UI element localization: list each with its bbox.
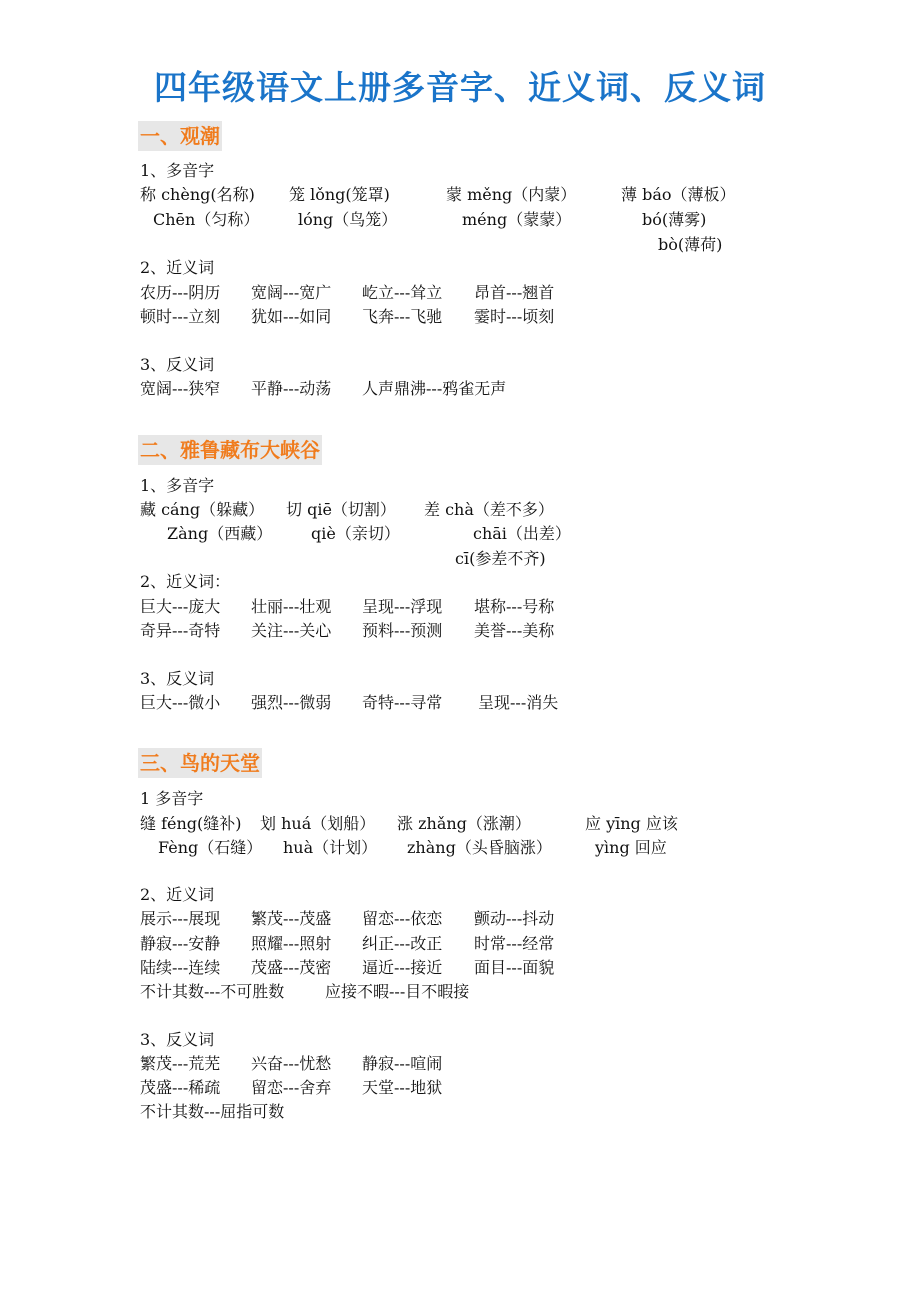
polyphone-entry: 笼 lǒng(笼罩) — [289, 185, 390, 204]
antonym-pair: 不计其数---屈指可数 — [140, 1102, 285, 1121]
antonym-pair: 强烈---微弱 — [251, 693, 332, 712]
section-heading-1: 一、观潮 — [138, 121, 222, 151]
synonym-pair: 逼近---接近 — [362, 958, 443, 977]
synonym-pair: 面目---面貌 — [474, 958, 555, 977]
synonym-pair: 飞奔---飞驰 — [362, 307, 443, 326]
polyphone-entry: 应 yīng 应该 — [585, 814, 678, 833]
synonym-pair: 留恋---依恋 — [362, 909, 443, 928]
synonym-pair: 陆续---连续 — [140, 958, 221, 977]
synonym-pair: 顿时---立刻 — [140, 307, 221, 326]
synonym-pair: 呈现---浮现 — [362, 597, 443, 616]
polyphone-entry: 切 qiē（切割） — [286, 500, 396, 519]
antonym-label: 3、反义词 — [140, 1030, 215, 1049]
synonym-pair: 应接不暇---目不暇接 — [325, 982, 470, 1001]
polyphone-entry: huà（计划） — [283, 838, 378, 857]
polyphone-entry: 划 huá（划船） — [260, 814, 376, 833]
synonym-pair: 美誉---美称 — [474, 621, 555, 640]
antonym-pair: 天堂---地狱 — [362, 1078, 443, 1097]
synonym-pair: 关注---关心 — [251, 621, 332, 640]
synonym-pair: 静寂---安静 — [140, 934, 221, 953]
polyphone-entry: qiè（亲切） — [311, 524, 400, 543]
page-title: 四年级语文上册多音字、近义词、反义词 — [154, 68, 766, 107]
polyphone-label: 1、多音字 — [140, 161, 215, 180]
synonym-pair: 堪称---号称 — [474, 597, 555, 616]
polyphone-entry: 藏 cáng（躲藏） — [140, 500, 265, 519]
polyphone-entry: 称 chèng(名称) — [140, 185, 255, 204]
synonym-pair: 宽阔---宽广 — [251, 283, 332, 302]
polyphone-entry: 蒙 měng（内蒙） — [446, 185, 577, 204]
antonym-pair: 留恋---舍弃 — [251, 1078, 332, 1097]
synonym-pair: 奇异---奇特 — [140, 621, 221, 640]
polyphone-entry: zhàng（头昏脑涨） — [407, 838, 552, 857]
synonym-pair: 时常---经常 — [474, 934, 555, 953]
polyphone-entry: 薄 báo（薄板） — [621, 185, 736, 204]
synonym-label: 2、近义词 — [140, 258, 215, 277]
synonym-pair: 农历---阴历 — [140, 283, 221, 302]
synonym-pair: 霎时---顷刻 — [474, 307, 555, 326]
antonym-pair: 繁茂---荒芜 — [140, 1054, 221, 1073]
synonym-pair: 屹立---耸立 — [362, 283, 443, 302]
polyphone-entry: méng（蒙蒙） — [462, 210, 572, 229]
synonym-pair: 犹如---如同 — [251, 307, 332, 326]
synonym-pair: 繁茂---茂盛 — [251, 909, 332, 928]
synonym-label: 2、近义词： — [140, 572, 231, 591]
polyphone-entry: 涨 zhǎng（涨潮） — [397, 814, 531, 833]
antonym-pair: 茂盛---稀疏 — [140, 1078, 221, 1097]
polyphone-entry: yìng 回应 — [595, 838, 667, 857]
polyphone-entry: Zàng（西藏） — [167, 524, 273, 543]
polyphone-entry: 缝 féng(缝补) — [140, 814, 242, 833]
synonym-pair: 壮丽---壮观 — [251, 597, 332, 616]
synonym-pair: 纠正---改正 — [362, 934, 443, 953]
antonym-pair: 人声鼎沸---鸦雀无声 — [362, 379, 507, 398]
antonym-pair: 巨大---微小 — [140, 693, 221, 712]
polyphone-label: 1、多音字 — [140, 476, 215, 495]
synonym-pair: 不计其数---不可胜数 — [140, 982, 285, 1001]
polyphone-entry: Chēn（匀称） — [153, 210, 260, 229]
polyphone-entry: cī(参差不齐) — [455, 549, 546, 568]
antonym-label: 3、反义词 — [140, 669, 215, 688]
antonym-pair: 宽阔---狭窄 — [140, 379, 221, 398]
synonym-pair: 巨大---庞大 — [140, 597, 221, 616]
antonym-label: 3、反义词 — [140, 355, 215, 374]
polyphone-entry: lóng（鸟笼） — [298, 210, 398, 229]
section-heading-3: 三、鸟的天堂 — [138, 748, 262, 778]
synonym-pair: 茂盛---茂密 — [251, 958, 332, 977]
antonym-pair: 静寂---喧闹 — [362, 1054, 443, 1073]
synonym-pair: 照耀---照射 — [251, 934, 332, 953]
synonym-label: 2、近义词 — [140, 885, 215, 904]
polyphone-entry: bó(薄雾) — [642, 210, 707, 229]
polyphone-entry: Fèng（石缝） — [158, 838, 263, 857]
polyphone-entry: 差 chà（差不多） — [424, 500, 554, 519]
polyphone-entry: chāi（出差） — [473, 524, 571, 543]
antonym-pair: 奇特---寻常 — [362, 693, 443, 712]
antonym-pair: 呈现---消失 — [478, 693, 559, 712]
polyphone-label: 1 多音字 — [140, 789, 204, 808]
synonym-pair: 展示---展现 — [140, 909, 221, 928]
antonym-pair: 平静---动荡 — [251, 379, 332, 398]
synonym-pair: 颤动---抖动 — [474, 909, 555, 928]
section-heading-2: 二、雅鲁藏布大峡谷 — [138, 435, 322, 465]
synonym-pair: 预料---预测 — [362, 621, 443, 640]
polyphone-entry: bò(薄荷) — [658, 235, 723, 254]
antonym-pair: 兴奋---忧愁 — [251, 1054, 332, 1073]
synonym-pair: 昂首---翘首 — [474, 283, 555, 302]
